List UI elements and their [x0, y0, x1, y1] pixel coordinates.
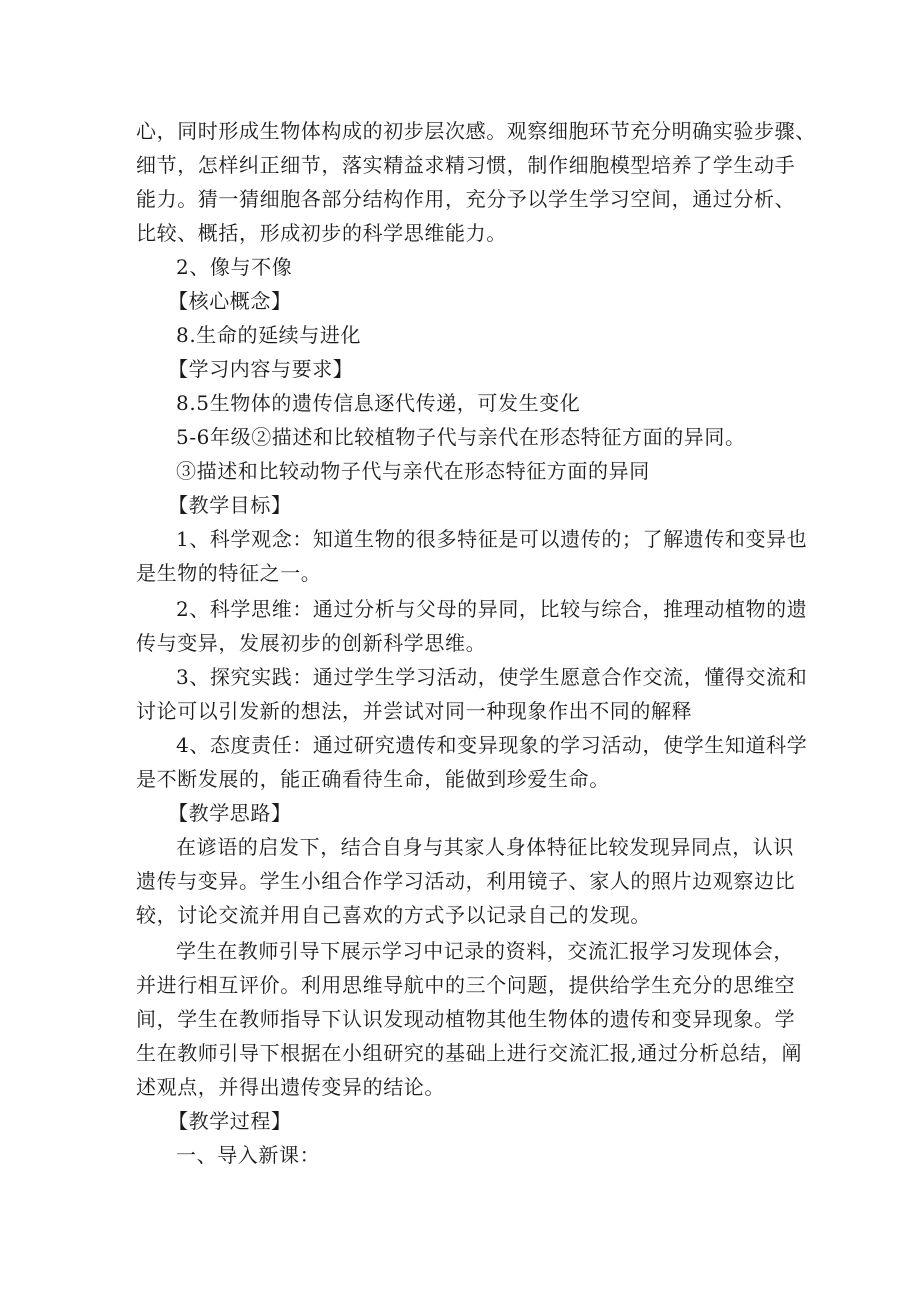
paragraph-line: 学生在教师引导下展示学习中记录的资料，交流汇报学习发现体会，	[176, 939, 794, 963]
paragraph-line: 2、科学思维：通过分析与父母的异同，比较与综合，推理动植物的遗	[176, 597, 808, 621]
paragraph-line: 1、科学观念：知道生物的很多特征是可以遗传的；了解遗传和变异也	[176, 527, 808, 551]
paragraph-line: 讨论可以引发新的想法，并尝试对同一种现象作出不同的解释	[136, 699, 693, 723]
bracket-heading-teaching-process: 【教学过程】	[168, 1109, 292, 1133]
bracket-heading-teaching-goals: 【教学目标】	[168, 493, 292, 517]
paragraph-line: 4、态度责任：通过研究遗传和变异现象的学习活动，使学生知道科学	[176, 733, 808, 757]
paragraph-line: ③描述和比较动物子代与亲代在形态特征方面的异同	[176, 459, 650, 483]
paragraph-line: 在谚语的启发下，结合自身与其家人身体特征比较发现异同点，认识	[176, 835, 794, 859]
paragraph-line: 较，讨论交流并用自己喜欢的方式予以记录自己的发现。	[136, 903, 651, 927]
paragraph-line: 8.生命的延续与进化	[176, 323, 362, 347]
paragraph-line: 3、探究实践：通过学生学习活动，使学生愿意合作交流，懂得交流和	[176, 665, 808, 689]
paragraph-line: 能力。猜一猜细胞各部分结构作用，充分予以学生学习空间，通过分析、	[136, 187, 796, 211]
bracket-heading-learning-content: 【学习内容与要求】	[168, 357, 354, 381]
paragraph-line: 遗传与变异。学生小组合作学习活动，利用镜子、家人的照片边观察边比	[136, 869, 796, 893]
paragraph-line: 8.5生物体的遗传信息逐代传递，可发生变化	[176, 391, 581, 415]
paragraph-line: 是不断发展的，能正确看待生命，能做到珍爱生命。	[136, 767, 610, 791]
paragraph-line: 传与变异，发展初步的创新科学思维。	[136, 631, 487, 655]
paragraph-line: 5-6年级②描述和比较植物子代与亲代在形态特征方面的异同。	[176, 425, 746, 449]
paragraph-line: 比较、概括，形成初步的科学思维能力。	[136, 221, 507, 245]
paragraph-line: 间，学生在教师指导下认识发现动植物其他生物体的遗传和变异现象。学	[136, 1007, 796, 1031]
paragraph-line: 细节，怎样纠正细节，落实精益求精习惯，制作细胞模型培养了学生动手	[136, 153, 796, 177]
paragraph-line: 述观点，并得出遗传变异的结论。	[136, 1075, 445, 1099]
paragraph-line: 生在教师引导下根据在小组研究的基础上进行交流汇报,通过分析总结，阐	[136, 1041, 803, 1065]
bracket-heading-core-concept: 【核心概念】	[168, 289, 292, 313]
paragraph-line: 并进行相互评价。利用思维导航中的三个问题，提供给学生充分的思维空	[136, 973, 796, 997]
section-heading: 一、导入新课：	[176, 1143, 321, 1167]
paragraph-line: 是生物的特征之一。	[136, 561, 322, 585]
paragraph-line: 心，同时形成生物体构成的初步层次感。观察细胞环节充分明确实验步骤、	[136, 119, 816, 143]
bracket-heading-teaching-approach: 【教学思路】	[168, 801, 292, 825]
section-heading: 2、像与不像	[176, 255, 293, 279]
